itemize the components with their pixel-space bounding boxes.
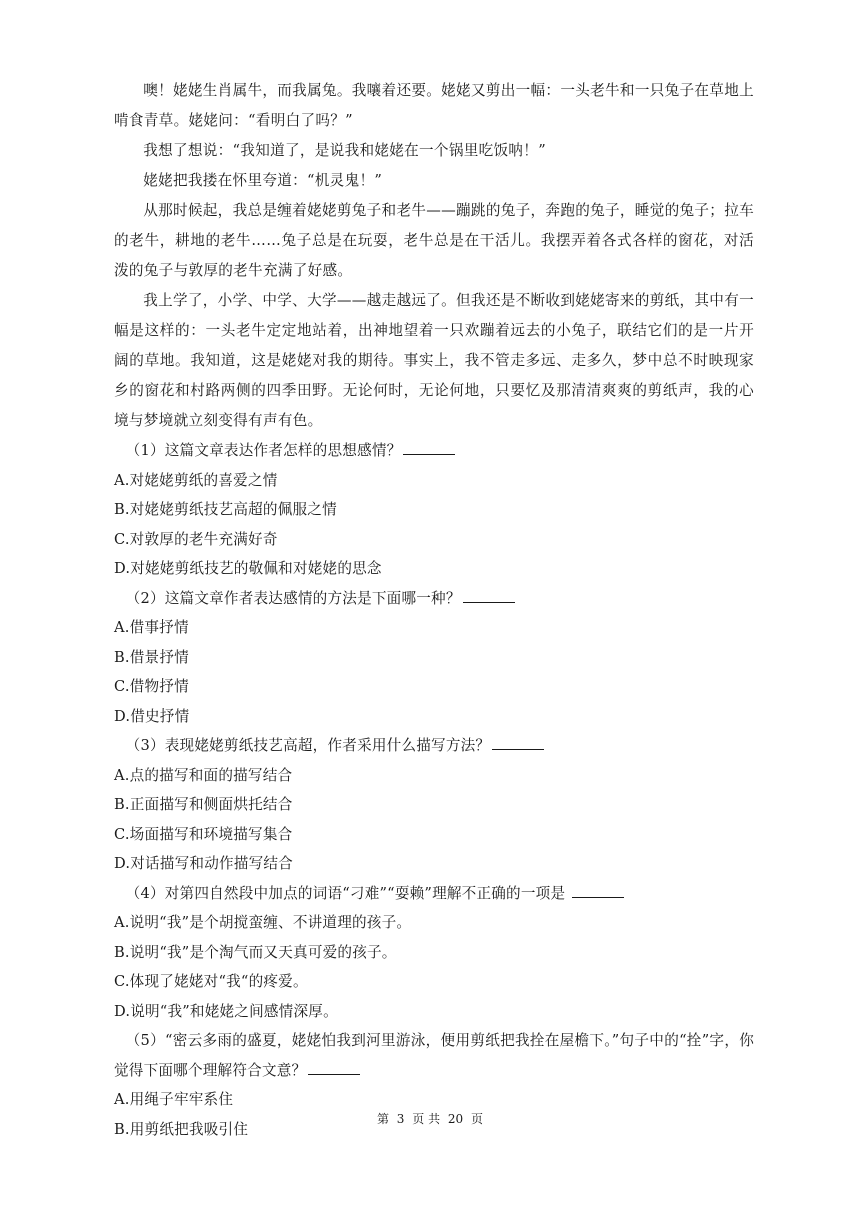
option: A.说明“我”是个胡搅蛮缠、不讲道理的孩子。 xyxy=(114,914,412,931)
option: D.说明“我”和姥姥之间感情深厚。 xyxy=(114,1002,338,1020)
option: C.场面描写和环境描写集合 xyxy=(114,825,293,843)
footer-middle: 页 共 xyxy=(412,1112,441,1126)
option: D.对姥姥剪纸技艺的敬佩和对姥姥的思念 xyxy=(114,560,382,577)
footer-suffix: 页 xyxy=(471,1112,484,1126)
answer-blank[interactable] xyxy=(403,440,455,455)
question-text: （2）这篇文章作者表达感情的方法是下面哪一种？ xyxy=(125,589,461,607)
paragraph: 我上学了，小学、中学、大学——越走越远了。但我还是不断收到姥姥寄来的剪纸，其中有一幅是这样的：一头老牛定定地站着，出神地望着一只欢蹦着远去的小兔子，联结它们的是一片开阔的草地。我知道，这是姥姥对我的期待。事实上，我不管走多远、走多久，梦中总不时映现家乡的窗花和村路两侧的四季田野。无论何时，无论何地，只要忆及那清清爽爽的剪纸声，我的心境与梦境就立刻变得有声有色。 xyxy=(114,292,754,429)
option: C.借物抒情 xyxy=(114,678,189,695)
option: D.借史抒情 xyxy=(114,707,190,725)
question-text: （4）对第四自然段中加点的词语“刁难”“耍赖”理解不正确的一项是 xyxy=(125,884,571,902)
option: A.用绳子牢牢系住 xyxy=(114,1091,234,1108)
option: D.对话描写和动作描写结合 xyxy=(114,855,293,872)
paragraph: 姥姥把我搂在怀里夸道：“机灵鬼！” xyxy=(143,172,383,189)
answer-blank[interactable] xyxy=(572,883,624,898)
question-text: （5）“密云多雨的盛夏，姥姥怕我到河里游泳，便用剪纸把我拴在屋檐下。”句子中的“拴”字，你觉得下面哪个理解符合文意？ xyxy=(114,1032,754,1079)
option: B.用剪纸把我吸引住 xyxy=(114,1120,249,1138)
question-2 xyxy=(114,584,754,614)
paragraph: 我想了想说：“我知道了，是说我和姥姥在一个锅里吃饭呐！” xyxy=(143,142,546,159)
option: B.说明“我”是个淘气而又天真可爱的孩子。 xyxy=(114,943,397,961)
answer-blank[interactable] xyxy=(308,1060,360,1075)
question-5 xyxy=(114,1026,754,1085)
answer-blank[interactable] xyxy=(492,735,544,750)
option: A.点的描写和面的描写结合 xyxy=(114,766,293,784)
option: B.正面描写和侧面烘托结合 xyxy=(114,796,293,813)
option: C.对敦厚的老牛充满好奇 xyxy=(114,530,278,548)
option: C.体现了姥姥对“我“的疼爱。 xyxy=(114,973,308,990)
answer-blank[interactable] xyxy=(463,588,515,603)
paragraph: 从那时候起，我总是缠着姥姥剪兔子和老牛——蹦跳的兔子，奔跑的兔子，睡觉的兔子；拉车的老牛，耕地的老牛……兔子总是在玩耍，老牛总是在干活儿。我摆弄着各式各样的窗花，对活泼的兔子与敦厚的老牛充满了好感。 xyxy=(114,202,754,279)
option: B.对姥姥剪纸技艺高超的佩服之情 xyxy=(114,501,337,518)
question-text: （1）这篇文章表达作者怎样的思想感情？ xyxy=(125,442,402,459)
footer-prefix: 第 xyxy=(376,1112,389,1126)
question-4 xyxy=(114,879,754,909)
question-1 xyxy=(114,436,754,466)
question-3 xyxy=(114,731,754,761)
page-footer xyxy=(0,1110,860,1127)
total-pages: 20 xyxy=(447,1112,464,1126)
page-number: 3 xyxy=(396,1112,405,1126)
option: A.借事抒情 xyxy=(114,619,189,636)
option: A.对姥姥剪纸的喜爱之情 xyxy=(114,471,278,489)
document-content xyxy=(114,76,754,1144)
option: B.借景抒情 xyxy=(114,648,189,666)
paragraph: 噢！姥姥生肖属牛，而我属兔。我嚷着还要。姥姥又剪出一幅：一头老牛和一只兔子在草地上啃食青草。姥姥问：“看明白了吗？” xyxy=(114,82,754,129)
question-text: （3）表现姥姥剪纸技艺高超，作者采用什么描写方法？ xyxy=(125,737,491,754)
